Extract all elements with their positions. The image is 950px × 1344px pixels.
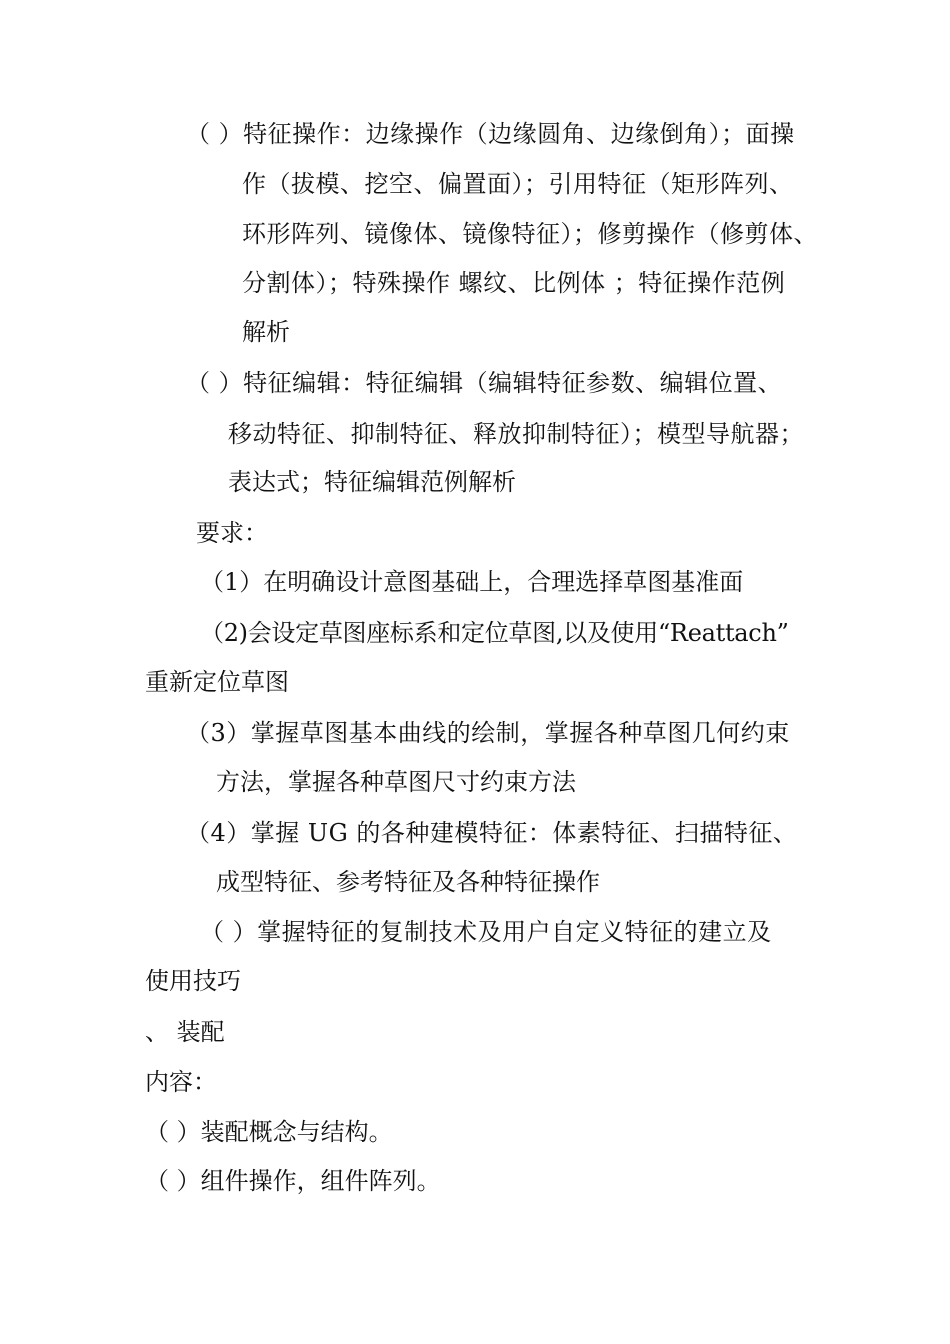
content-heading: 内容：	[145, 1068, 217, 1096]
content-item-1: （ ）装配概念与结构。	[145, 1118, 393, 1146]
requirement-4-line-2: 成型特征、参考特征及各种特征操作	[216, 868, 600, 896]
feature-edit-line-3: 表达式；特征编辑范例解析	[228, 468, 516, 496]
content-item-2: （ ）组件操作，组件阵列。	[145, 1167, 441, 1195]
feature-ops-line-1: （ ）特征操作：边缘操作（边缘圆角、边缘倒角）；面操	[186, 120, 795, 148]
requirement-4-line-1: （4）掌握 UG 的各种建模特征：体素特征、扫描特征、	[186, 819, 798, 847]
requirement-3-line-2: 方法，掌握各种草图尺寸约束方法	[216, 768, 576, 796]
requirement-2-line-1: （2)会设定草图座标系和定位草图,以及使用“Reattach”	[200, 619, 789, 647]
requirements-heading: 要求：	[196, 519, 268, 547]
requirement-2-line-2: 重新定位草图	[145, 668, 289, 696]
requirement-5-line-2: 使用技巧	[145, 967, 241, 995]
feature-ops-line-3: 环形阵列、镜像体、镜像特征）；修剪操作（修剪体、	[242, 220, 818, 248]
requirement-3-line-1: （3）掌握草图基本曲线的绘制，掌握各种草图几何约束	[186, 719, 790, 747]
section-heading-assembly: 、 装配	[145, 1018, 225, 1046]
feature-edit-line-1: （ ）特征编辑：特征编辑（编辑特征参数、编辑位置、	[186, 369, 783, 397]
requirement-1: （1）在明确设计意图基础上，合理选择草图基准面	[200, 568, 744, 596]
feature-ops-line-5: 解析	[242, 318, 290, 346]
requirement-5-line-1: （ ）掌握特征的复制技术及用户自定义特征的建立及	[200, 918, 772, 946]
feature-ops-line-4: 分割体）；特殊操作 螺纹、比例体 ；特征操作范例	[242, 269, 786, 297]
feature-ops-line-2: 作（拔模、挖空、偏置面）；引用特征（矩形阵列、	[242, 170, 794, 198]
feature-edit-line-2: 移动特征、抑制特征、释放抑制特征）；模型导航器；	[228, 420, 804, 448]
